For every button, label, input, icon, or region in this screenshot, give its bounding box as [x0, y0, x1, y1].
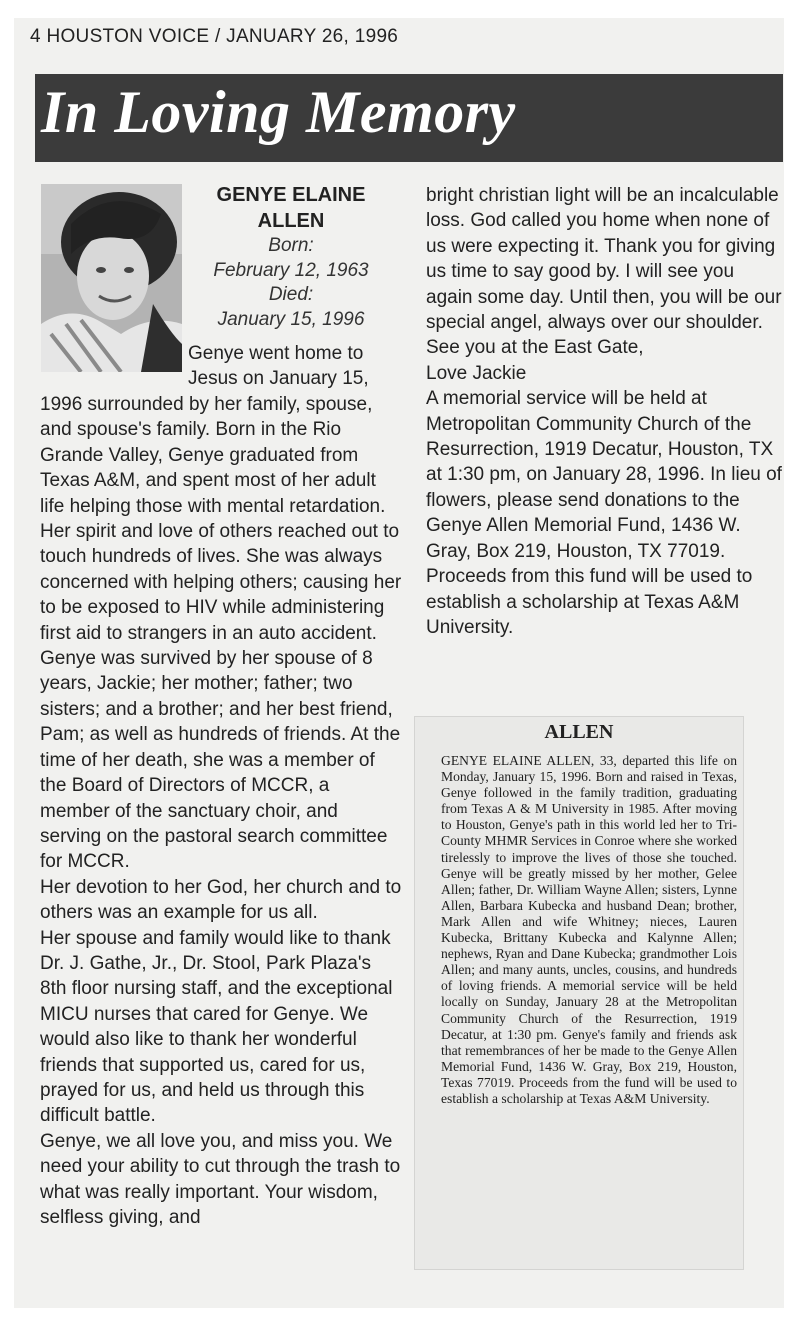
paragraph: Her spouse and family would like to thank Dr. J. Gathe, Jr., Dr. Stool, Park Plaza's 8th floor nursing staff, and the exceptional MICU nurses that cared for Genye. We would also like to thank her wonderful friends that supported us, cared for us, prayed for us, and held us through this difficult battle. [40, 927, 393, 1127]
name-block [186, 182, 396, 332]
memorial-service-paragraph: A memorial service will be held at Metropolitan Community Church of the Resurrection, 1919 Decatur, Houston, TX at 1:30 pm, on January 28, 1996. In lieu of flowers, please send donations to the Genye Allen Memorial Fund, 1436 W. Gray, Box 219, Houston, TX 77019. Proceeds from this fund will be used to establish a scholarship at Texas A&M University. [426, 388, 782, 638]
masthead: 4 HOUSTON VOICE / JANUARY 26, 1996 [30, 26, 399, 47]
deceased-surname: ALLEN [257, 210, 325, 232]
paragraph: Love Jackie [426, 362, 527, 384]
banner-title: In Loving Memory [41, 79, 516, 145]
paragraph: 1996 surrounded by her family, spouse, and spouse's family. Born in the Rio Grande Valley, Genye graduated from Texas A&M, and spent most of her adult life helping those with mental retardation. [40, 394, 386, 517]
intro-line-2: Jesus on January 15, [188, 368, 369, 390]
paragraph: Her spirit and love of others reached out to touch hundreds of lives. She was always concerned with helping others; causing her to be exposed to HIV while administering first aid to strangers in an auto accident. [40, 521, 402, 644]
born-label: Born: [268, 235, 314, 256]
banner [35, 74, 783, 162]
born-date: February 12, 1963 [213, 259, 369, 281]
portrait-photo-icon [41, 184, 182, 372]
paragraph: Genye, we all love you, and miss you. We need your ability to cut through the trash to what was really important. Your wisdom, selfless giving, and [40, 1130, 401, 1228]
portrait-photo [41, 184, 182, 372]
obituary-column-right [426, 183, 782, 640]
death-notice-body: GENYE ELAINE ALLEN, 33, departed this life on Monday, January 15, 1996. Born and raised in Texas, Genye followed in the family tradition, graduating from Texas A & M University in 1985. After moving to Houston, Genye's path in this world led her to Tri-County MHMR Services in Conroe where she worked tirelessly to improve the lives of those she touched. Genye will be greatly missed by her mother, Gelee Allen; father, Dr. William Wayne Allen; sisters, Lynne Allen, Barbara Kubecka and husband Dean; brother, Mark Allen and wife Whitney; nieces, Lauren Kubecka, Brittany Kubecka and Kalynne Allen; nephews, Ryan and Dane Kubecka; grandmother Lois Allen; and many aunts, uncles, cousins, and hundreds of loving friends. A memorial service will be held locally on Sunday, January 28 at the Metropolitan Community Church of the Resurrection, 1919 Decatur, at 1:30 pm. Genye's family and friends ask that remembrances of her be made to the Genye Allen Memorial Fund, 1436 W. Gray, Box 219, Houston, Texas 77019. Proceeds from the fund will be used to establish a scholarship at Texas A&M University. [441, 753, 737, 1106]
paragraph: See you at the East Gate, [426, 337, 644, 359]
died-date: January 15, 1996 [217, 308, 365, 330]
paragraph: bright christian light will be an incalculable loss. God called you home when none of us were expecting it. Thank you for giving us time to say good by. I will see you again some day. Until then, you will be our special angel, always over our shoulder. [426, 185, 782, 334]
death-notice-heading: ALLEN [544, 721, 614, 743]
intro-line-1: Genye went home to [188, 343, 364, 364]
paragraph: Her devotion to her God, her church and to others was an example for us all. [40, 876, 402, 924]
death-notice-box [414, 716, 744, 1270]
paragraph: Genye was survived by her spouse of 8 years, Jackie; her mother; father; two sisters; and a brother; and her best friend, Pam; as well as hundreds of friends. At the time of her death, she was a member of the Board of Directors of MCCR, a member of the sanctuary choir, and serving on the pastoral search committee for MCCR. [40, 648, 401, 873]
deceased-name: GENYE ELAINE [216, 184, 366, 206]
intro-wrap-lines [188, 341, 403, 392]
obituary-column-left [40, 392, 402, 1230]
died-label: Died: [268, 284, 314, 305]
